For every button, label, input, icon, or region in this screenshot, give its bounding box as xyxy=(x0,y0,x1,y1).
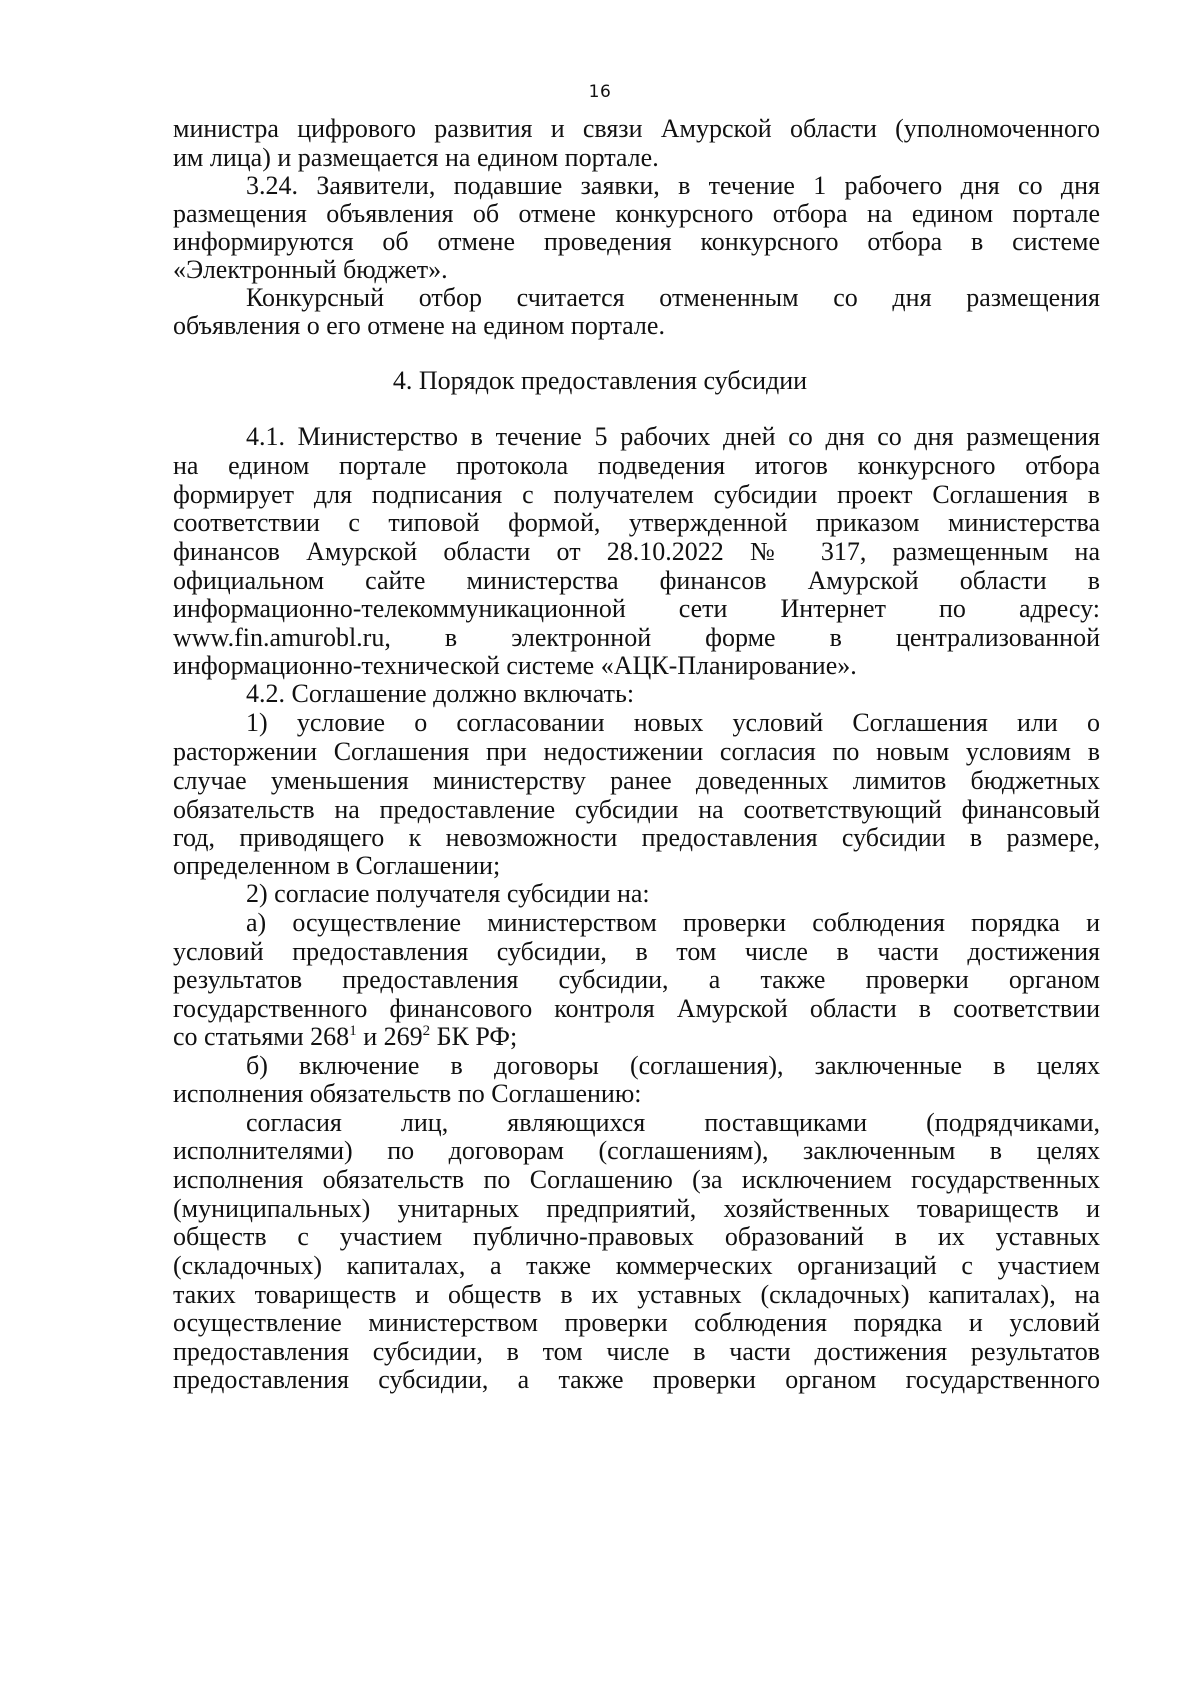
text-line: исполнителями) по договорам (соглашениям), заключенным в целях xyxy=(173,1136,1100,1165)
paragraph-start-line: 3.24. Заявители, подавшие заявки, в течение 1 рабочего дня со дня xyxy=(246,171,1100,200)
text-line: (складочных) капиталах, а также коммерческих организаций с участием xyxy=(173,1251,1100,1280)
text-line: случае уменьшения министерству ранее доведенных лимитов бюджетных xyxy=(173,766,1100,795)
footnote-superscript: 1 xyxy=(349,1023,357,1039)
text-line: определенном в Соглашении; xyxy=(173,851,501,880)
section-heading: 4. Порядок предоставления субсидии xyxy=(392,366,808,395)
text-line: осуществление министерством проверки соблюдения порядка и условий xyxy=(173,1308,1100,1337)
text-line: министра цифрового развития и связи Амурской области (уполномоченного xyxy=(173,114,1100,143)
paragraph-start-line: а) осуществление министерством проверки соблюдения порядка и xyxy=(246,908,1100,937)
paragraph-start-line: согласия лиц, являющихся поставщиками (подрядчиками, xyxy=(246,1108,1100,1137)
paragraph-start-line: б) включение в договоры (соглашения), заключенные в целях xyxy=(246,1051,1100,1080)
text-line: таких товариществ и обществ в их уставных (складочных) капиталах), на xyxy=(173,1280,1100,1309)
text-line: формирует для подписания с получателем субсидии проект Соглашения в xyxy=(173,480,1100,509)
text-line: официальном сайте министерства финансов Амурской области в xyxy=(173,566,1100,595)
text-line: условий предоставления субсидии, в том числе в части достижения xyxy=(173,937,1100,966)
page-number: 16 xyxy=(588,82,612,102)
text-line: на едином портале протокола подведения итогов конкурсного отбора xyxy=(173,451,1100,480)
text-line: информируются об отмене проведения конкурсного отбора в системе xyxy=(173,227,1100,256)
text-fragment: БК РФ; xyxy=(430,1022,518,1051)
text-line: государственного финансового контроля Амурской области в соответствии xyxy=(173,994,1100,1023)
paragraph-start-line: Конкурсный отбор считается отмененным со дня размещения xyxy=(246,283,1100,312)
text-line: предоставления субсидии, в том числе в части достижения результатов xyxy=(173,1337,1100,1366)
text-line: информационно-телекоммуникационной сети Интернет по адресу: xyxy=(173,594,1100,623)
paragraph-start-line: 4.2. Соглашение должно включать: xyxy=(246,679,635,708)
text-line xyxy=(173,1022,1100,1052)
text-fragment: со статьями 268 xyxy=(173,1022,350,1051)
text-line: размещения объявления об отмене конкурсного отбора на едином портале xyxy=(173,199,1100,228)
paragraph-start-line: 1) условие о согласовании новых условий Соглашения или о xyxy=(246,708,1100,737)
text-line: расторжении Соглашения при недостижении согласия по новым условиям в xyxy=(173,737,1100,766)
text-line: (муниципальных) унитарных предприятий, хозяйственных товариществ и xyxy=(173,1194,1100,1223)
text-line: обществ с участием публично-правовых образований в их уставных xyxy=(173,1222,1100,1251)
text-line: обязательств на предоставление субсидии на соответствующий финансовый xyxy=(173,795,1100,824)
text-line: год, приводящего к невозможности предоставления субсидии в размере, xyxy=(173,823,1100,852)
footnote-superscript: 2 xyxy=(422,1023,431,1039)
text-line: информационно-технической системе «АЦК-Планирование». xyxy=(173,651,857,680)
text-fragment: и 269 xyxy=(356,1022,423,1051)
text-line: исполнения обязательств по Соглашению: xyxy=(173,1079,642,1108)
paragraph-start-line: 4.1. Министерство в течение 5 рабочих дней со дня со дня размещения xyxy=(246,422,1100,451)
text-line: исполнения обязательств по Соглашению (за исключением государственных xyxy=(173,1165,1100,1194)
paragraph-start-line: 2) согласие получателя субсидии на: xyxy=(246,879,650,908)
text-line: соответствии с типовой формой, утвержденной приказом министерства xyxy=(173,508,1100,537)
text-line: им лица) и размещается на едином портале. xyxy=(173,143,659,172)
text-line: объявления о его отмене на едином портале. xyxy=(173,311,665,340)
text-line: финансов Амурской области от 28.10.2022 № 317, размещенным на xyxy=(173,537,1100,566)
text-line: www.fin.amurobl.ru, в электронной форме в централизованной xyxy=(173,623,1100,652)
text-line: «Электронный бюджет». xyxy=(173,255,448,284)
text-line: результатов предоставления субсидии, а также проверки органом xyxy=(173,965,1100,994)
text-line: предоставления субсидии, а также проверки органом государственного xyxy=(173,1365,1100,1394)
